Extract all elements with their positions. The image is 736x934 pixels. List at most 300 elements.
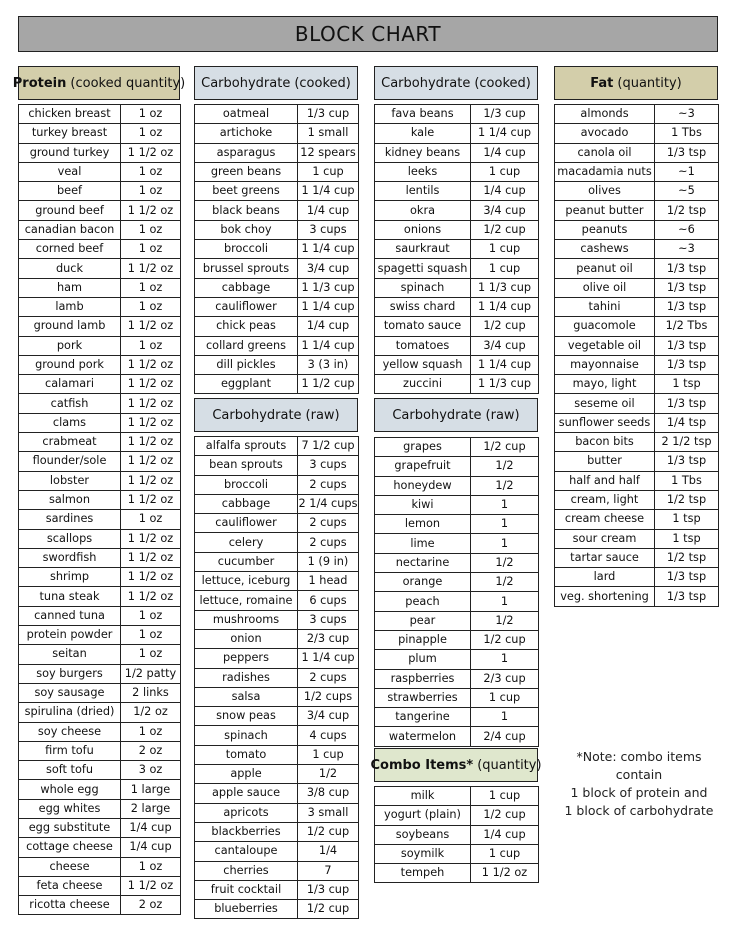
combo-items-table — [374, 786, 539, 883]
food-cell: feta cheese — [19, 876, 121, 895]
food-cell: guacomole — [555, 317, 655, 336]
food-cell: cheese — [19, 857, 121, 876]
quantity-cell: 1/4 — [298, 842, 359, 861]
table-row — [195, 494, 359, 513]
quantity-cell: 1/2 oz — [121, 703, 181, 722]
quantity-cell: 7 — [298, 861, 359, 880]
header-qualifier: (cooked) — [474, 75, 531, 91]
table-row — [195, 842, 359, 861]
table-row — [375, 515, 539, 534]
quantity-cell: 1/2 cups — [298, 687, 359, 706]
table-row — [195, 297, 359, 316]
food-cell: spinach — [375, 278, 471, 297]
quantity-cell: 1 1/2 oz — [121, 355, 181, 374]
quantity-cell: 3/4 cup — [471, 201, 539, 220]
food-cell: orange — [375, 573, 471, 592]
food-cell: spagetti squash — [375, 259, 471, 278]
table-row — [195, 707, 359, 726]
table-row — [375, 220, 539, 239]
food-cell: watermelon — [375, 727, 471, 746]
table-row — [19, 317, 181, 336]
food-cell: soy cheese — [19, 722, 121, 741]
food-cell: pinapple — [375, 630, 471, 649]
food-cell: cabbage — [195, 278, 298, 297]
food-cell: ground lamb — [19, 317, 121, 336]
table-row — [375, 787, 539, 806]
food-cell: apricots — [195, 803, 298, 822]
food-cell: avocado — [555, 124, 655, 143]
note-line: 1 block of carbohydrate — [564, 803, 714, 818]
quantity-cell: 2 1/4 cups — [298, 494, 359, 513]
table-row — [375, 438, 539, 457]
table-row — [195, 668, 359, 687]
table-row — [375, 297, 539, 316]
food-cell: okra — [375, 201, 471, 220]
quantity-cell: 1/4 cup — [298, 317, 359, 336]
quantity-cell: 1/3 tsp — [655, 587, 719, 606]
table-row — [375, 240, 539, 259]
food-cell: tuna steak — [19, 587, 121, 606]
food-cell: apple sauce — [195, 784, 298, 803]
food-cell: cantaloupe — [195, 842, 298, 861]
food-cell: almonds — [555, 105, 655, 124]
quantity-cell: 2 large — [121, 799, 181, 818]
table-row — [375, 844, 539, 863]
quantity-cell: 1 1/2 oz — [121, 568, 181, 587]
table-row — [19, 413, 181, 432]
table-row — [19, 587, 181, 606]
table-row — [19, 857, 181, 876]
table-row — [375, 630, 539, 649]
food-cell: cucumber — [195, 552, 298, 571]
table-row — [19, 259, 181, 278]
quantity-cell: 1 head — [298, 572, 359, 591]
food-cell: black beans — [195, 201, 298, 220]
table-row — [19, 220, 181, 239]
quantity-cell: 2 cups — [298, 668, 359, 687]
food-cell: canola oil — [555, 143, 655, 162]
quantity-cell: 1 1/2 oz — [121, 587, 181, 606]
table-row — [195, 456, 359, 475]
food-cell: brussel sprouts — [195, 259, 298, 278]
food-cell: macadamia nuts — [555, 162, 655, 181]
quantity-cell: 1/2 tsp — [655, 201, 719, 220]
food-cell: cottage cheese — [19, 838, 121, 857]
food-cell: bok choy — [195, 220, 298, 239]
table-row — [19, 355, 181, 374]
quantity-cell: 1 1/4 cup — [298, 182, 359, 201]
quantity-cell: 1 1/2 oz — [121, 529, 181, 548]
table-row — [375, 669, 539, 688]
food-cell: saurkraut — [375, 240, 471, 259]
table-row — [555, 201, 719, 220]
food-cell: nectarine — [375, 553, 471, 572]
table-row — [195, 629, 359, 648]
table-row — [375, 611, 539, 630]
food-cell: asparagus — [195, 143, 298, 162]
quantity-cell: 1/2 tsp — [655, 490, 719, 509]
quantity-cell: 1 oz — [121, 297, 181, 316]
quantity-cell: 1 oz — [121, 162, 181, 181]
quantity-cell: 1 1/2 oz — [121, 394, 181, 413]
quantity-cell: 1 oz — [121, 182, 181, 201]
quantity-cell: 1 — [471, 534, 539, 553]
table-row — [195, 572, 359, 591]
table-row — [375, 592, 539, 611]
food-cell: seseme oil — [555, 394, 655, 413]
table-row — [555, 240, 719, 259]
quantity-cell: 1 1/2 oz — [121, 433, 181, 452]
table-row — [195, 201, 359, 220]
food-cell: lettuce, romaine — [195, 591, 298, 610]
table-row — [195, 784, 359, 803]
food-cell: corned beef — [19, 240, 121, 259]
food-cell: ricotta cheese — [19, 896, 121, 915]
food-cell: half and half — [555, 471, 655, 490]
protein-table — [18, 104, 181, 915]
food-cell: cashews — [555, 240, 655, 259]
table-row — [195, 220, 359, 239]
food-cell: kale — [375, 124, 471, 143]
table-row — [19, 278, 181, 297]
carbohydrate-raw-header-1 — [194, 398, 358, 432]
food-cell: cauliflower — [195, 297, 298, 316]
table-row — [555, 587, 719, 606]
quantity-cell: 1 oz — [121, 240, 181, 259]
food-cell: ground turkey — [19, 143, 121, 162]
quantity-cell: 1 1/4 cup — [298, 649, 359, 668]
quantity-cell: 1 oz — [121, 124, 181, 143]
food-cell: sunflower seeds — [555, 413, 655, 432]
table-row — [555, 529, 719, 548]
carbohydrate-cooked-header-2 — [374, 66, 538, 100]
quantity-cell: 1/3 tsp — [655, 452, 719, 471]
food-cell: lamb — [19, 297, 121, 316]
food-cell: dill pickles — [195, 355, 298, 374]
header-title: Fat — [590, 75, 614, 91]
quantity-cell: 2/3 cup — [298, 629, 359, 648]
header-qualifier: (cooked quantity) — [70, 75, 186, 91]
quantity-cell: 1 — [471, 708, 539, 727]
table-row — [555, 452, 719, 471]
chart-title — [18, 16, 718, 52]
header-qualifier: (quantity) — [617, 75, 682, 91]
quantity-cell: 1 oz — [121, 722, 181, 741]
quantity-cell: 1 1/4 cup — [471, 297, 539, 316]
table-row — [19, 471, 181, 490]
protein-header — [12, 66, 186, 100]
table-row — [375, 573, 539, 592]
quantity-cell: 1/3 tsp — [655, 143, 719, 162]
food-cell: veg. shortening — [555, 587, 655, 606]
table-row — [195, 475, 359, 494]
food-cell: grapefruit — [375, 457, 471, 476]
quantity-cell: 1 Tbs — [655, 471, 719, 490]
quantity-cell: 1 cup — [471, 688, 539, 707]
header-qualifier: (cooked) — [294, 75, 351, 91]
table-row — [195, 162, 359, 181]
food-cell: tomatoes — [375, 336, 471, 355]
quantity-cell: 1 oz — [121, 606, 181, 625]
table-row — [19, 433, 181, 452]
quantity-cell: 2 links — [121, 683, 181, 702]
table-row — [555, 143, 719, 162]
table-row — [375, 688, 539, 707]
quantity-cell: 1/2 — [471, 573, 539, 592]
food-cell: ground pork — [19, 355, 121, 374]
quantity-cell: 1 cup — [471, 844, 539, 863]
food-cell: bacon bits — [555, 433, 655, 452]
quantity-cell: 1/3 cup — [298, 880, 359, 899]
table-row — [195, 822, 359, 841]
table-row — [555, 568, 719, 587]
note-line: 1 block of protein and — [570, 785, 708, 800]
table-row — [195, 861, 359, 880]
table-row — [19, 375, 181, 394]
table-row — [555, 355, 719, 374]
table-row — [555, 336, 719, 355]
food-cell: oatmeal — [195, 105, 298, 124]
quantity-cell: 1/2 cup — [471, 317, 539, 336]
food-cell: artichoke — [195, 124, 298, 143]
quantity-cell: 3 cups — [298, 610, 359, 629]
table-row — [195, 803, 359, 822]
food-cell: whole egg — [19, 780, 121, 799]
table-row — [375, 317, 539, 336]
food-cell: milk — [375, 787, 471, 806]
table-row — [19, 838, 181, 857]
food-cell: lard — [555, 568, 655, 587]
food-cell: alfalfa sprouts — [195, 437, 298, 456]
table-row — [375, 124, 539, 143]
quantity-cell: 1 — [471, 592, 539, 611]
food-cell: salsa — [195, 687, 298, 706]
quantity-cell: 1/4 cup — [298, 201, 359, 220]
food-cell: flounder/sole — [19, 452, 121, 471]
quantity-cell: 1/2 — [298, 765, 359, 784]
food-cell: lentils — [375, 182, 471, 201]
food-cell: egg whites — [19, 799, 121, 818]
quantity-cell: 1/4 cup — [471, 182, 539, 201]
table-row — [19, 201, 181, 220]
table-row — [19, 645, 181, 664]
quantity-cell: 1 tsp — [655, 510, 719, 529]
food-cell: tomato — [195, 745, 298, 764]
quantity-cell: 1/2 tsp — [655, 548, 719, 567]
table-row — [19, 452, 181, 471]
quantity-cell: 1 tsp — [655, 375, 719, 394]
quantity-cell: 1 1/2 oz — [121, 876, 181, 895]
table-row — [19, 722, 181, 741]
quantity-cell: 1/2 patty — [121, 664, 181, 683]
quantity-cell: ~5 — [655, 182, 719, 201]
carbohydrate-cooked-section-2 — [374, 66, 539, 394]
food-cell: yogurt (plain) — [375, 806, 471, 825]
table-row — [19, 606, 181, 625]
table-row — [555, 278, 719, 297]
food-cell: swiss chard — [375, 297, 471, 316]
food-cell: blueberries — [195, 900, 298, 919]
table-row — [19, 664, 181, 683]
table-row — [555, 548, 719, 567]
food-cell: bean sprouts — [195, 456, 298, 475]
combo-items-header — [370, 748, 542, 782]
table-row — [555, 297, 719, 316]
quantity-cell: 1 oz — [121, 220, 181, 239]
table-row — [19, 761, 181, 780]
quantity-cell: ~6 — [655, 220, 719, 239]
quantity-cell: 1 cup — [471, 240, 539, 259]
food-cell: olive oil — [555, 278, 655, 297]
note-line: *Note: combo items contain — [576, 749, 702, 782]
quantity-cell: 4 cups — [298, 726, 359, 745]
food-cell: snow peas — [195, 707, 298, 726]
quantity-cell: 1/4 cup — [471, 143, 539, 162]
table-row — [19, 568, 181, 587]
food-cell: broccoli — [195, 475, 298, 494]
food-cell: mushrooms — [195, 610, 298, 629]
quantity-cell: 1/4 cup — [121, 838, 181, 857]
quantity-cell: 1 1/2 oz — [121, 201, 181, 220]
table-row — [195, 591, 359, 610]
table-row — [19, 876, 181, 895]
food-cell: broccoli — [195, 240, 298, 259]
quantity-cell: ~3 — [655, 240, 719, 259]
table-row — [19, 548, 181, 567]
table-row — [19, 490, 181, 509]
food-cell: fava beans — [375, 105, 471, 124]
table-row — [375, 650, 539, 669]
food-cell: seitan — [19, 645, 121, 664]
table-row — [19, 297, 181, 316]
food-cell: canned tuna — [19, 606, 121, 625]
quantity-cell: 1/3 tsp — [655, 568, 719, 587]
table-row — [555, 375, 719, 394]
food-cell: raspberries — [375, 669, 471, 688]
fat-section — [554, 66, 719, 607]
food-cell: pork — [19, 336, 121, 355]
table-row — [555, 433, 719, 452]
food-cell: soy sausage — [19, 683, 121, 702]
header-qualifier: (raw) — [485, 407, 520, 423]
fat-header — [554, 66, 718, 100]
quantity-cell: 1/4 cup — [471, 825, 539, 844]
food-cell: sardines — [19, 510, 121, 529]
quantity-cell: 3 oz — [121, 761, 181, 780]
header-title: Carbohydrate — [201, 75, 291, 91]
table-row — [19, 124, 181, 143]
food-cell: soft tofu — [19, 761, 121, 780]
quantity-cell: 3 cups — [298, 456, 359, 475]
quantity-cell: 1 (9 in) — [298, 552, 359, 571]
table-row — [375, 182, 539, 201]
quantity-cell: 3 (3 in) — [298, 355, 359, 374]
quantity-cell: 1 1/4 cup — [298, 240, 359, 259]
table-row — [19, 240, 181, 259]
quantity-cell: 1/2 — [471, 611, 539, 630]
quantity-cell: 1 oz — [121, 105, 181, 124]
quantity-cell: 1/3 tsp — [655, 355, 719, 374]
quantity-cell: 1 small — [298, 124, 359, 143]
quantity-cell: 6 cups — [298, 591, 359, 610]
quantity-cell: 1/2 cup — [298, 822, 359, 841]
quantity-cell: 1 1/2 oz — [121, 317, 181, 336]
fat-table — [554, 104, 719, 607]
table-row — [555, 105, 719, 124]
table-row — [195, 765, 359, 784]
table-row — [195, 533, 359, 552]
table-row — [555, 317, 719, 336]
food-cell: lettuce, iceburg — [195, 572, 298, 591]
table-row — [375, 806, 539, 825]
quantity-cell: 1 cup — [471, 259, 539, 278]
quantity-cell: 1 cup — [471, 162, 539, 181]
table-row — [375, 336, 539, 355]
quantity-cell: 1 1/3 cup — [471, 278, 539, 297]
table-row — [195, 375, 359, 394]
table-row — [195, 514, 359, 533]
food-cell: kidney beans — [375, 143, 471, 162]
food-cell: cherries — [195, 861, 298, 880]
food-cell: salmon — [19, 490, 121, 509]
quantity-cell: 1 1/3 cup — [471, 375, 539, 394]
quantity-cell: 1 oz — [121, 278, 181, 297]
table-row — [19, 626, 181, 645]
food-cell: blackberries — [195, 822, 298, 841]
carbohydrate-raw-header-2 — [374, 398, 538, 432]
quantity-cell: 3/4 cup — [298, 259, 359, 278]
table-row — [19, 143, 181, 162]
food-cell: peanuts — [555, 220, 655, 239]
table-row — [375, 864, 539, 883]
table-row — [375, 201, 539, 220]
quantity-cell: 1/3 cup — [298, 105, 359, 124]
quantity-cell: 1/2 — [471, 457, 539, 476]
table-row — [375, 534, 539, 553]
quantity-cell: 1 1/4 cup — [298, 336, 359, 355]
food-cell: swordfish — [19, 548, 121, 567]
table-row — [375, 476, 539, 495]
header-qualifier: (raw) — [305, 407, 340, 423]
quantity-cell: 1 cup — [298, 162, 359, 181]
quantity-cell: 1 1/4 cup — [471, 355, 539, 374]
food-cell: tempeh — [375, 864, 471, 883]
quantity-cell: 2/4 cup — [471, 727, 539, 746]
food-cell: yellow squash — [375, 355, 471, 374]
quantity-cell: 1 1/2 oz — [471, 864, 539, 883]
quantity-cell: 1 tsp — [655, 529, 719, 548]
quantity-cell: 1/4 tsp — [655, 413, 719, 432]
quantity-cell: 1 1/4 cup — [471, 124, 539, 143]
table-row — [195, 687, 359, 706]
quantity-cell: 1/3 tsp — [655, 259, 719, 278]
quantity-cell: 3/4 cup — [298, 707, 359, 726]
table-row — [195, 726, 359, 745]
combo-items-section — [370, 748, 542, 883]
food-cell: onion — [195, 629, 298, 648]
table-row — [375, 457, 539, 476]
quantity-cell: 1/4 cup — [121, 818, 181, 837]
table-row — [195, 124, 359, 143]
table-row — [19, 529, 181, 548]
quantity-cell: ~1 — [655, 162, 719, 181]
food-cell: grapes — [375, 438, 471, 457]
table-row — [375, 708, 539, 727]
header-title: Combo Items* — [370, 757, 474, 773]
quantity-cell: 1 oz — [121, 857, 181, 876]
table-row — [19, 780, 181, 799]
food-cell: collard greens — [195, 336, 298, 355]
